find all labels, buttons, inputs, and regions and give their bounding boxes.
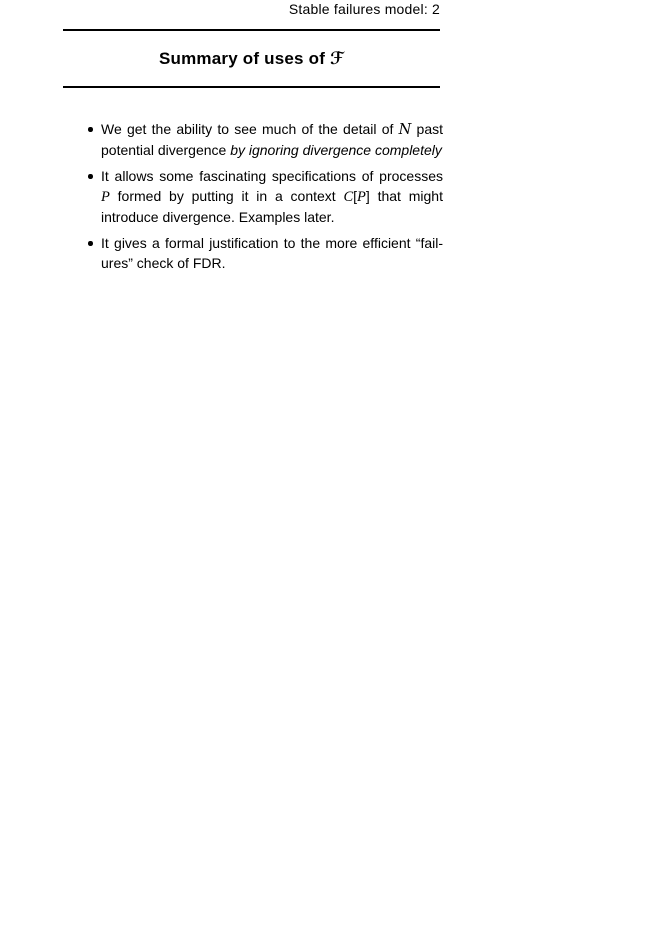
page-header: Stable failures model: 2: [288, 1, 440, 17]
math-symbol: P: [357, 189, 366, 205]
bullet-line: [101, 166, 443, 186]
bullet-list: [101, 119, 443, 273]
top-rule: [63, 29, 440, 31]
text-run: We get the ability to see much of the detail of: [101, 121, 399, 137]
bullet-item: [101, 166, 443, 227]
script-letter: N: [398, 122, 412, 138]
bullet-line: [101, 253, 443, 273]
italic-text: by ignoring divergence completely: [230, 142, 442, 158]
bullet-line: [101, 186, 443, 207]
text-run: formed by putting it in a context: [109, 188, 344, 204]
bullet-item: [101, 119, 443, 160]
math-symbol: P: [101, 189, 110, 205]
text-run: potential divergence: [101, 142, 231, 158]
text-run: [: [353, 188, 358, 204]
bullet-line: [101, 207, 443, 227]
bullet-dot-icon: [88, 241, 93, 246]
text-run: ures” check of FDR.: [101, 255, 226, 271]
bullet-item: [101, 233, 443, 273]
bullet-line: [101, 233, 443, 253]
bullet-dot-icon: [88, 127, 93, 132]
bullet-line: [101, 140, 443, 160]
text-run: introduce divergence. Examples later.: [101, 209, 335, 225]
text-run: It gives a formal justification to the more efficient “fail-: [101, 235, 443, 251]
text-run: ]: [365, 188, 370, 204]
title-underline-rule: [63, 86, 440, 88]
math-symbol: C: [343, 189, 354, 205]
slide-title: [63, 46, 440, 72]
text-run: It allows some fascinating specifications of processes: [101, 168, 443, 184]
bullet-line: [101, 119, 443, 140]
script-f-letter: ℱ: [330, 49, 345, 69]
text-run: that might: [369, 188, 443, 204]
text-run: past: [411, 121, 443, 137]
slide-title-text: Summary of uses of: [158, 49, 326, 68]
bullet-dot-icon: [88, 174, 93, 179]
